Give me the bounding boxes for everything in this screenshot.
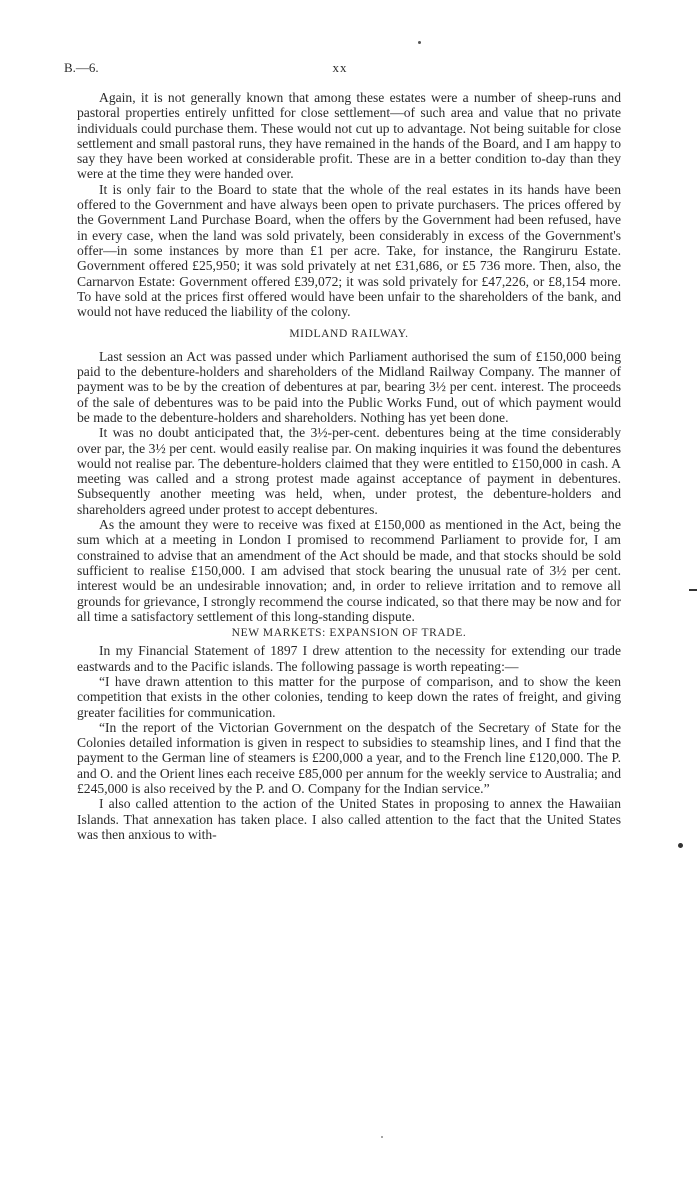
scan-speck bbox=[418, 41, 421, 44]
paragraph-estates-offered: It is only fair to the Board to state that the whole of the real estates in its hands have been offered to the Government and have always been open to private purchasers. The prices offered by the Government Land Purchase Board, when the offers by the Government had been refused, have in every case, when the land was sold privately, been considerably in excess of the Government's offer—in some instances by more than £1 per acre. Take, for instance, the Rangiruru Estate. Government offered £25,950; it was sold privately at net £31,686, or £5 736 more. Then, also, the Carnarvon Estate: Government offered £39,072; it was sold privately for £47,226, or £8,154 more. To have sold at the prices first offered would have been unfair to the shareholders of the bank, and would not have reduced the liability of the colony. bbox=[77, 181, 621, 320]
scan-speck bbox=[381, 1136, 383, 1138]
quote-subsidies: “In the report of the Victorian Government on the despatch of the Secretary of State for the Colonies detailed information is given in respect to subsidies to steamship lines, and I find that the payment to the German line of steamers is £200,000 a year, and to the French line £120,000. The P. and O. and the Orient lines each receive £85,000 per annum for the weekly service to Australia; and £245,000 is also received by the P. and O. Company for the Indian service.” bbox=[77, 719, 621, 797]
paragraph-midland-recommendation: As the amount they were to receive was fixed at £150,000 as mentioned in the Act, being the sum which at a meeting in London I promised to recommend Parliament to provide for, I am constrained to advise that an amendment of the Act should be made, and that stocks should be sold sufficient to realise £150,000. I am advised that stock bearing the unusual rate of 3½ per cent. interest would be an undesirable innovation; and, in order to relieve irritation and to remove all grounds for grievance, I strongly recommend the course indicated, so that there may be now and for all time a satisfactory settlement of this long-standing dispute. bbox=[77, 517, 621, 624]
paragraph-hawaiian-islands: I also called attention to the action of the United States in proposing to annex the Hawaiian Islands. That annexation has taken place. I also called attention to the fact that the United States was then anxious to with- bbox=[77, 796, 621, 842]
margin-dash bbox=[689, 589, 697, 591]
paragraph-midland-act: Last session an Act was passed under which Parliament authorised the sum of £150,000 being paid to the debenture-holders and shareholders of the Midland Railway Company. The manner of payment was to be by the creation of debentures at par, bearing 3½ per cent. interest. The proceeds of the sale of debentures was to be paid into the Public Works Fund, out of which payment would be made to the debenture-holders and shareholders. Nothing has yet been done. bbox=[77, 348, 621, 425]
paragraph-financial-statement: In my Financial Statement of 1897 I drew attention to the necessity for extending our trade eastwards and to the Pacific islands. The following passage is worth repeating:— bbox=[77, 643, 621, 674]
paragraph-midland-debentures: It was no doubt anticipated that, the 3½-per-cent. debentures being at the time considerably over par, the 3½ per cent. would easily realise par. On making inquiries it was found the debentures would not realise par. The debenture-holders claimed that they were entitled to £150,000 in cash. A meeting was called and a strong protest made against acceptance of payment in debentures. Subsequently another meeting was held, when, under protest, the debenture-holders and shareholders agreed under protest to accept debentures. bbox=[77, 425, 621, 517]
document-reference: B.—6. bbox=[64, 60, 99, 75]
quote-competition: “I have drawn attention to this matter for the purpose of comparison, and to show the keen competition that exists in the other colonies, tending to keep down the rates of freight, and giving greater facilities for communication. bbox=[77, 673, 621, 720]
margin-dot bbox=[678, 843, 683, 848]
page-number: xx bbox=[332, 60, 348, 75]
paragraph-estates-sheep-runs: Again, it is not generally known that among these estates were a number of sheep-runs and pastoral properties entirely unfitted for close settlement—of such area and value that no private individuals could purchase them. These would not cut up to advantage. Not being suitable for close settlement and small pastoral runs, they have remained in the hands of the Board, and I am happy to say they have been worked at considerable profit. These are in a better condition to-day than they were at the time they were handed over. bbox=[77, 90, 621, 182]
body-text bbox=[77, 90, 621, 842]
running-head bbox=[64, 60, 616, 78]
section-heading-new-markets: NEW MARKETS: EXPANSION OF TRADE. bbox=[231, 627, 467, 640]
section-heading-midland-railway: MIDLAND RAILWAY. bbox=[289, 328, 409, 341]
